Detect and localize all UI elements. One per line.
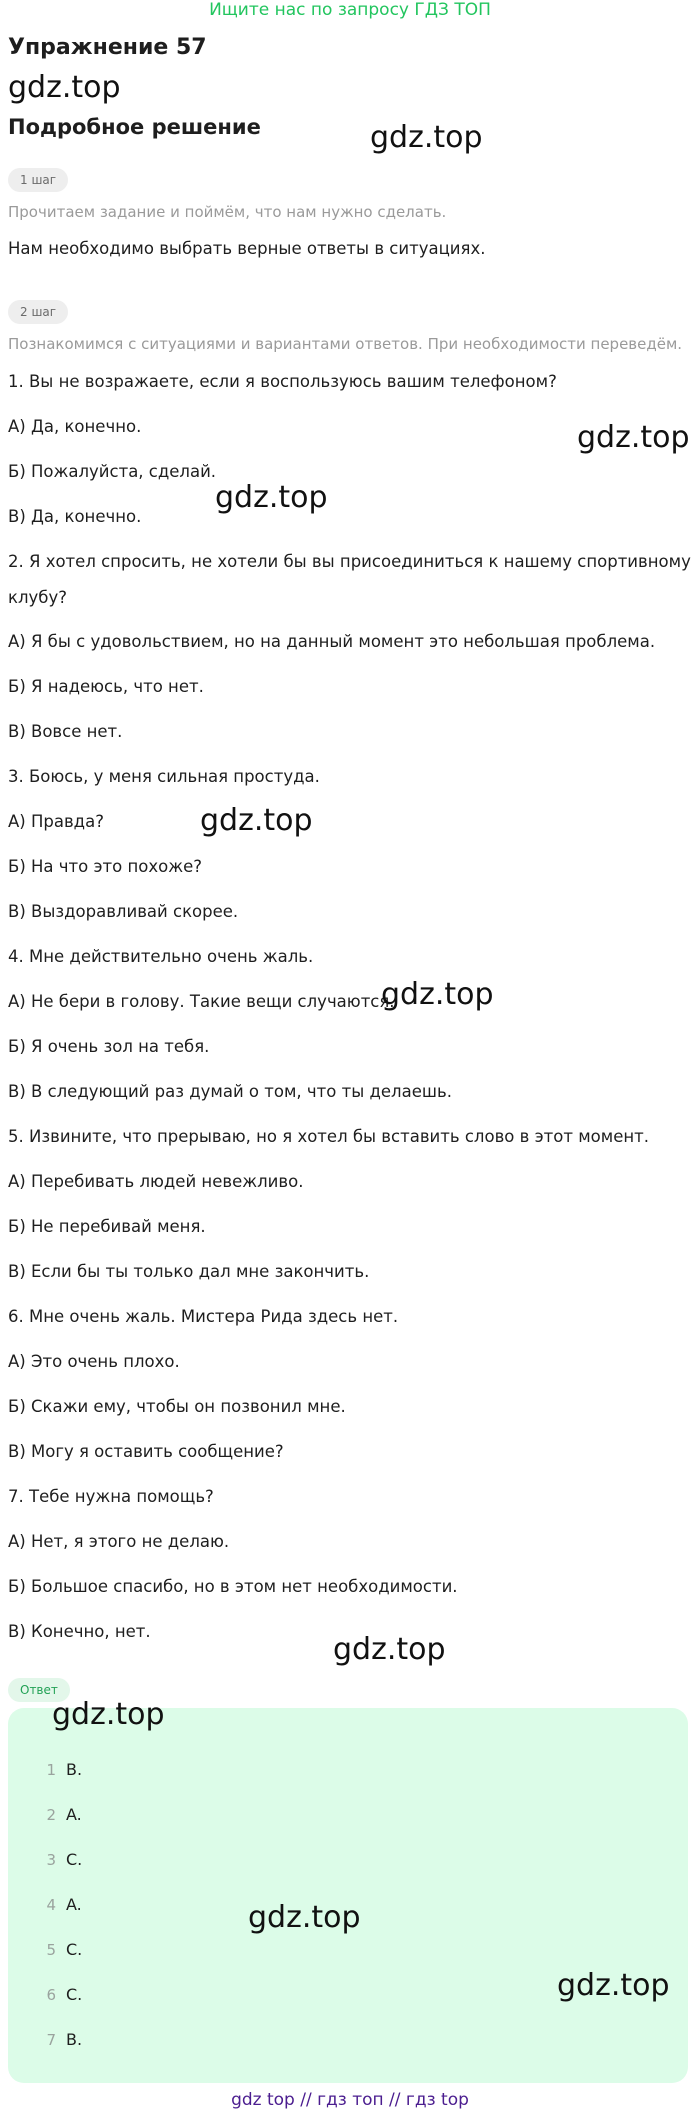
answer-box [8,1708,688,2083]
question-line: 5. Извините, что прерываю, но я хотел бы вставить слово в этот момент. [8,1127,650,1146]
answer-value: C. [66,1850,83,1869]
option-line: Б) Скажи ему, чтобы он позвонил мне. [8,1397,346,1416]
watermark: gdz.top [577,420,690,455]
answer-value: C. [66,1985,83,2004]
answer-item [36,1850,82,1869]
step-badge-2: 2 шаг [8,300,68,324]
option-line: Б) Не перебивай меня. [8,1217,206,1236]
answer-value: B. [66,2030,83,2049]
answer-number: 1 [46,1761,56,1779]
option-line: А) Я бы с удовольствием, но на данный момент это небольшая проблема. [8,632,656,651]
option-line: В) Конечно, нет. [8,1622,151,1641]
watermark: gdz.top [333,1632,446,1667]
question-line: 1. Вы не возражаете, если я воспользуюсь вашим телефоном? [8,372,557,391]
step-1-text: Нам необходимо выбрать верные ответы в ситуациях. [8,239,486,258]
option-line: А) Не бери в голову. Такие вещи случаются. [8,992,395,1011]
question-line: 7. Тебе нужна помощь? [8,1487,214,1506]
answer-number: 4 [46,1896,56,1914]
step-2-hint: Познакомимся с ситуациями и вариантами ответов. При необходимости переведём. [8,335,683,353]
answer-item [36,1940,82,1959]
answer-item [36,2030,82,2049]
option-line: Б) На что это похоже? [8,857,202,876]
answer-value: A. [66,1895,82,1914]
question-line: 6. Мне очень жаль. Мистера Рида здесь нет. [8,1307,399,1326]
answer-number: 7 [46,2031,56,2049]
answer-number: 5 [46,1941,56,1959]
option-line: Б) Пожалуйста, сделай. [8,462,217,481]
watermark: gdz.top [200,803,313,838]
option-line: А) Это очень плохо. [8,1352,180,1371]
option-line: В) Если бы ты только дал мне закончить. [8,1262,370,1281]
option-line: В) Выздоравливай скорее. [8,902,239,921]
option-line: Б) Я очень зол на тебя. [8,1037,210,1056]
option-line: В) Да, конечно. [8,507,142,526]
watermark: gdz.top [557,1968,670,2003]
watermark: gdz.top [215,480,328,515]
step-1-hint: Прочитаем задание и поймём, что нам нужно сделать. [8,203,447,221]
watermark: gdz.top [248,1900,361,1935]
option-line: А) Правда? [8,812,104,831]
answer-item [36,1760,82,1779]
exercise-title: Упражнение 57 [8,35,207,60]
question-line: клубу? [8,588,67,607]
footer-link[interactable]: gdz top // гдз топ // гдз top [231,2090,469,2110]
answer-item [36,1895,82,1914]
option-line: А) Перебивать людей невежливо. [8,1172,304,1191]
question-line: 2. Я хотел спросить, не хотели бы вы присоединиться к нашему спортивному [8,552,691,571]
option-line: Б) Я надеюсь, что нет. [8,677,204,696]
option-line: В) Могу я оставить сообщение? [8,1442,284,1461]
solution-heading: Подробное решение [8,115,261,139]
watermark: gdz.top [52,1697,165,1732]
answer-badge: Ответ [8,1678,70,1702]
answer-item [36,1805,82,1824]
answer-value: C. [66,1940,83,1959]
option-line: Б) Большое спасибо, но в этом нет необходимости. [8,1577,458,1596]
watermark: gdz.top [381,977,494,1012]
answer-number: 6 [46,1986,56,2004]
step-badge-1: 1 шаг [8,168,68,192]
option-line: В) В следующий раз думай о том, что ты делаешь. [8,1082,452,1101]
option-line: В) Вовсе нет. [8,722,123,741]
answer-value: B. [66,1760,83,1779]
top-banner-link[interactable]: Ищите нас по запросу ГДЗ ТОП [209,0,491,20]
answer-number: 2 [46,1806,56,1824]
answer-item [36,1985,82,2004]
watermark: gdz.top [370,120,483,155]
answer-value: A. [66,1805,82,1824]
question-line: 3. Боюсь, у меня сильная простуда. [8,767,320,786]
option-line: А) Да, конечно. [8,417,142,436]
watermark: gdz.top [8,70,121,105]
option-line: А) Нет, я этого не делаю. [8,1532,230,1551]
answer-number: 3 [46,1851,56,1869]
question-line: 4. Мне действительно очень жаль. [8,947,314,966]
